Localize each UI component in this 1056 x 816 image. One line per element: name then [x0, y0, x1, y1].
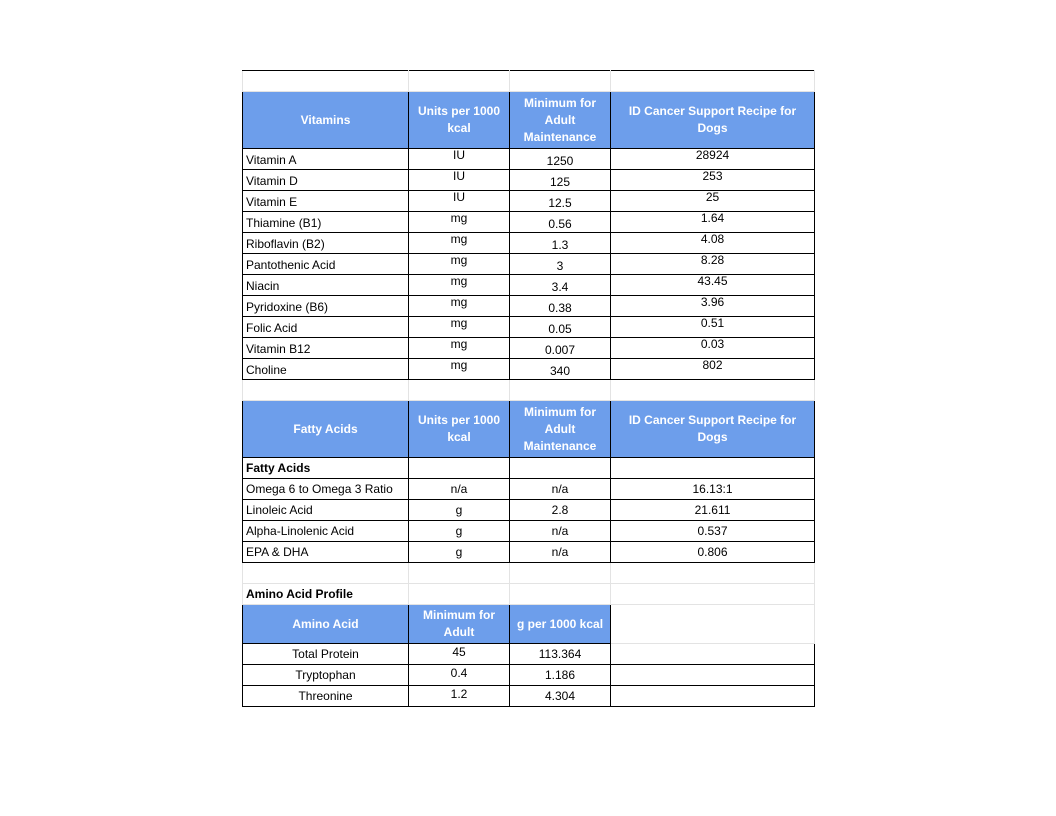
- minimum-cell[interactable]: 1250: [510, 149, 611, 170]
- cell[interactable]: [409, 563, 510, 584]
- spacer-row: [243, 71, 815, 92]
- unit-cell[interactable]: IU: [409, 191, 510, 212]
- cell[interactable]: [611, 665, 815, 686]
- recipe-value-cell[interactable]: 8.28: [611, 254, 815, 275]
- minimum-cell[interactable]: 125: [510, 170, 611, 191]
- spacer-row: [243, 563, 815, 584]
- minimum-cell[interactable]: 0.38: [510, 296, 611, 317]
- section-label-row: [243, 458, 815, 479]
- cell[interactable]: [611, 605, 815, 644]
- fatty-acid-row: [243, 500, 815, 521]
- cell[interactable]: [510, 584, 611, 605]
- cell[interactable]: [611, 563, 815, 584]
- nutrient-name[interactable]: Folic Acid: [243, 317, 409, 338]
- nutrient-name[interactable]: Pantothenic Acid: [243, 254, 409, 275]
- cell[interactable]: [611, 686, 815, 707]
- vitamin-row: [243, 170, 815, 191]
- cell[interactable]: [611, 380, 815, 401]
- nutrient-name[interactable]: Riboflavin (B2): [243, 233, 409, 254]
- recipe-value-cell[interactable]: 0.03: [611, 338, 815, 359]
- vitamins-header-row: [243, 92, 815, 149]
- nutrient-name[interactable]: Vitamin A: [243, 149, 409, 170]
- vitamin-row: [243, 275, 815, 296]
- column-header[interactable]: Amino Acid: [243, 605, 409, 644]
- amino-acid-row: [243, 644, 815, 665]
- g-per-1000-kcal-cell[interactable]: 4.304: [510, 686, 611, 707]
- cell[interactable]: [510, 563, 611, 584]
- minimum-cell[interactable]: n/a: [510, 479, 611, 500]
- nutrient-name[interactable]: Alpha-Linolenic Acid: [243, 521, 409, 542]
- minimum-cell[interactable]: 2.8: [510, 500, 611, 521]
- vitamin-row: [243, 233, 815, 254]
- vitamin-row: [243, 191, 815, 212]
- recipe-value-cell[interactable]: 21.611: [611, 500, 815, 521]
- unit-cell[interactable]: mg: [409, 338, 510, 359]
- minimum-cell[interactable]: 0.05: [510, 317, 611, 338]
- column-header[interactable]: g per 1000 kcal: [510, 605, 611, 644]
- nutrient-name[interactable]: Niacin: [243, 275, 409, 296]
- recipe-value-cell[interactable]: 25: [611, 191, 815, 212]
- unit-cell[interactable]: IU: [409, 170, 510, 191]
- recipe-value-cell[interactable]: 0.51: [611, 317, 815, 338]
- cell[interactable]: [243, 71, 409, 92]
- cell[interactable]: [243, 563, 409, 584]
- section-label[interactable]: Fatty Acids: [243, 458, 409, 479]
- cell[interactable]: [611, 584, 815, 605]
- amino-acid-row: [243, 686, 815, 707]
- unit-cell[interactable]: mg: [409, 233, 510, 254]
- unit-cell[interactable]: n/a: [409, 479, 510, 500]
- unit-cell[interactable]: mg: [409, 317, 510, 338]
- amino-acid-name[interactable]: Total Protein: [243, 644, 409, 665]
- recipe-value-cell[interactable]: 1.64: [611, 212, 815, 233]
- unit-cell[interactable]: mg: [409, 254, 510, 275]
- fatty-acids-header-row: [243, 401, 815, 458]
- cell[interactable]: [510, 71, 611, 92]
- column-header[interactable]: Vitamins: [243, 92, 409, 149]
- recipe-value-cell[interactable]: 0.537: [611, 521, 815, 542]
- column-header[interactable]: Units per 1000 kcal: [409, 401, 510, 458]
- minimum-cell[interactable]: 340: [510, 359, 611, 380]
- vitamin-row: [243, 296, 815, 317]
- recipe-value-cell[interactable]: 43.45: [611, 275, 815, 296]
- vitamin-row: [243, 212, 815, 233]
- cell[interactable]: [611, 71, 815, 92]
- nutrient-name[interactable]: Thiamine (B1): [243, 212, 409, 233]
- minimum-cell[interactable]: n/a: [510, 542, 611, 563]
- column-header[interactable]: Minimum for Adult Maintenance: [510, 92, 611, 149]
- unit-cell[interactable]: mg: [409, 359, 510, 380]
- minimum-cell[interactable]: n/a: [510, 521, 611, 542]
- spacer-row: [243, 380, 815, 401]
- nutrient-name[interactable]: Pyridoxine (B6): [243, 296, 409, 317]
- recipe-value-cell[interactable]: 802: [611, 359, 815, 380]
- column-header[interactable]: Minimum for Adult Maintenance: [510, 401, 611, 458]
- cell[interactable]: [611, 644, 815, 665]
- cell[interactable]: [409, 71, 510, 92]
- vitamin-row: [243, 359, 815, 380]
- nutrient-name[interactable]: EPA & DHA: [243, 542, 409, 563]
- minimum-cell[interactable]: 0.4: [409, 665, 510, 686]
- cell[interactable]: [409, 458, 510, 479]
- nutrition-table: [242, 70, 815, 707]
- minimum-cell[interactable]: 12.5: [510, 191, 611, 212]
- vitamin-row: [243, 338, 815, 359]
- fatty-acid-row: [243, 479, 815, 500]
- recipe-value-cell[interactable]: 0.806: [611, 542, 815, 563]
- amino-acid-name[interactable]: Threonine: [243, 686, 409, 707]
- unit-cell[interactable]: mg: [409, 212, 510, 233]
- minimum-cell[interactable]: 0.56: [510, 212, 611, 233]
- unit-cell[interactable]: g: [409, 542, 510, 563]
- cell[interactable]: [611, 458, 815, 479]
- section-label[interactable]: Amino Acid Profile: [243, 584, 409, 605]
- vitamin-row: [243, 317, 815, 338]
- cell[interactable]: [510, 380, 611, 401]
- cell[interactable]: [409, 584, 510, 605]
- nutrient-name[interactable]: Vitamin E: [243, 191, 409, 212]
- nutrient-name[interactable]: Linoleic Acid: [243, 500, 409, 521]
- vitamin-row: [243, 149, 815, 170]
- spreadsheet: [242, 70, 814, 707]
- amino-acid-row: [243, 665, 815, 686]
- recipe-value-cell[interactable]: 4.08: [611, 233, 815, 254]
- cell[interactable]: [510, 458, 611, 479]
- column-header[interactable]: Minimum for Adult: [409, 605, 510, 644]
- unit-cell[interactable]: g: [409, 500, 510, 521]
- minimum-cell[interactable]: 3.4: [510, 275, 611, 296]
- recipe-value-cell[interactable]: 3.96: [611, 296, 815, 317]
- recipe-value-cell[interactable]: 28924: [611, 149, 815, 170]
- nutrient-name[interactable]: Omega 6 to Omega 3 Ratio: [243, 479, 409, 500]
- nutrient-name[interactable]: Choline: [243, 359, 409, 380]
- fatty-acid-row: [243, 542, 815, 563]
- amino-acid-name[interactable]: Tryptophan: [243, 665, 409, 686]
- minimum-cell[interactable]: 1.3: [510, 233, 611, 254]
- nutrient-name[interactable]: Vitamin B12: [243, 338, 409, 359]
- column-header[interactable]: Fatty Acids: [243, 401, 409, 458]
- column-header[interactable]: ID Cancer Support Recipe for Dogs: [611, 401, 815, 458]
- vitamin-row: [243, 254, 815, 275]
- unit-cell[interactable]: g: [409, 521, 510, 542]
- g-per-1000-kcal-cell[interactable]: 1.186: [510, 665, 611, 686]
- recipe-value-cell[interactable]: 253: [611, 170, 815, 191]
- unit-cell[interactable]: mg: [409, 296, 510, 317]
- unit-cell[interactable]: IU: [409, 149, 510, 170]
- column-header[interactable]: Units per 1000 kcal: [409, 92, 510, 149]
- g-per-1000-kcal-cell[interactable]: 113.364: [510, 644, 611, 665]
- fatty-acid-row: [243, 521, 815, 542]
- amino-acid-header-row: [243, 605, 815, 644]
- minimum-cell[interactable]: 1.2: [409, 686, 510, 707]
- column-header[interactable]: ID Cancer Support Recipe for Dogs: [611, 92, 815, 149]
- recipe-value-cell[interactable]: 16.13:1: [611, 479, 815, 500]
- nutrient-name[interactable]: Vitamin D: [243, 170, 409, 191]
- minimum-cell[interactable]: 0.007: [510, 338, 611, 359]
- unit-cell[interactable]: mg: [409, 275, 510, 296]
- cell[interactable]: [243, 380, 409, 401]
- minimum-cell[interactable]: 3: [510, 254, 611, 275]
- cell[interactable]: [409, 380, 510, 401]
- minimum-cell[interactable]: 45: [409, 644, 510, 665]
- section-label-row: [243, 584, 815, 605]
